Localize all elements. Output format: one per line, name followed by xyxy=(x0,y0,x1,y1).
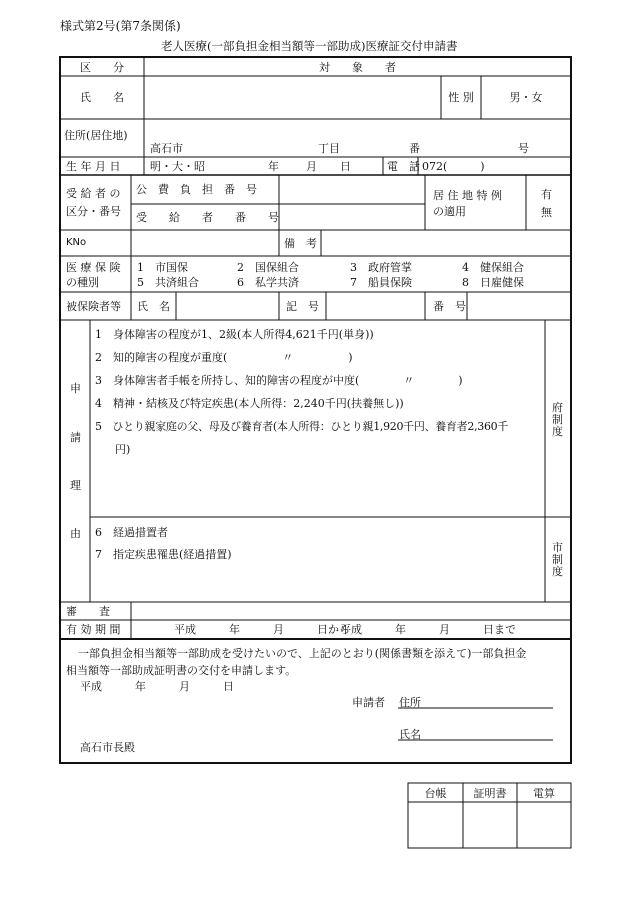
reason-label-char: 申 xyxy=(70,382,81,395)
residence-exception-no[interactable]: 無 xyxy=(541,206,552,219)
reason-label-char: 理 xyxy=(70,479,81,492)
remarks-label: 備 考 xyxy=(284,237,317,250)
tel-value[interactable]: 072( ) xyxy=(422,160,485,173)
birthdate-day: 日 xyxy=(340,160,351,173)
city-system-char: 度 xyxy=(552,565,563,578)
declaration-date[interactable]: 平成 年 月 日 xyxy=(80,680,234,693)
sex-label: 性 別 xyxy=(448,91,474,104)
reason-item-continuation: 円) xyxy=(115,443,131,456)
declaration-line2: 相当額等一部助成証明書の交付を申請します。 xyxy=(66,664,297,677)
city-system-char: 市 xyxy=(552,541,563,554)
birthdate-month: 月 xyxy=(306,160,317,173)
prefecture-system-char: 府 xyxy=(552,401,563,414)
office-column-ledger: 台帳 xyxy=(424,787,447,800)
validity-to[interactable]: 平成 年 月 日まで xyxy=(340,623,516,636)
residence-exception-line2: の適用 xyxy=(433,205,466,218)
name-field[interactable] xyxy=(144,80,441,116)
sex-value[interactable]: 男・女 xyxy=(509,91,543,104)
insurance-type[interactable]: 1 市国保 xyxy=(137,261,188,274)
address-go: 号 xyxy=(518,142,529,155)
insured-label: 被保険者等 xyxy=(66,300,121,313)
address-city: 高石市 xyxy=(150,142,183,155)
insurance-type[interactable]: 7 船員保険 xyxy=(350,276,412,289)
tel-label: 電 話 xyxy=(387,160,420,173)
declaration-line1: 一部負担金相当額等一部助成を受けたいので、上記のとおり(関係書類を添えて)一部負担金 xyxy=(78,647,527,660)
office-column-computer: 電算 xyxy=(533,787,555,800)
address-label: 住所(居住地) xyxy=(64,129,128,142)
prefecture-system-char: 制 xyxy=(552,413,563,426)
reason-label-char: 由 xyxy=(70,527,81,540)
applicant-name-label: 氏名 xyxy=(399,728,421,741)
recipient-number-label: 受 給 者 番 号 xyxy=(136,211,279,224)
city-system-char: 制 xyxy=(552,553,563,566)
insured-name-label: 氏 名 xyxy=(137,300,170,313)
reason-item[interactable]: 2 知的障害の程度が重度( 〃 ) xyxy=(95,351,353,364)
public-burden-number-label: 公 費 負 担 番 号 xyxy=(136,183,257,196)
insurance-type[interactable]: 6 私学共済 xyxy=(237,276,299,289)
insured-symbol-label: 記 号 xyxy=(286,300,319,313)
insurance-type[interactable]: 5 共済組合 xyxy=(137,276,199,289)
birthdate-year: 年 xyxy=(268,160,279,173)
applicant-address-label: 住所 xyxy=(399,696,421,709)
insurance-type[interactable]: 3 政府管掌 xyxy=(350,261,412,274)
form-title: 老人医療(一部負担金相当額等一部助成)医療証交付申請書 xyxy=(161,39,458,53)
insurance-label-line2: の種別 xyxy=(66,276,99,289)
review-label: 審 査 xyxy=(66,605,110,618)
reason-item[interactable]: 7 指定疾患罹患(経過措置) xyxy=(95,548,232,561)
kno-label: KNo xyxy=(66,237,87,248)
addressee: 高石市長殿 xyxy=(80,741,135,754)
birthdate-label: 生 年 月 日 xyxy=(66,160,121,173)
recipient-label-line2: 区分・番号 xyxy=(66,205,121,218)
name-label: 氏 名 xyxy=(80,91,124,104)
insurance-type[interactable]: 4 健保組合 xyxy=(462,261,524,274)
reason-label-char: 請 xyxy=(70,431,81,444)
reason-item[interactable]: 5 ひとり親家庭の父、母及び養育者(本人所得：ひとり親1,920千円、養育者2,360千 xyxy=(95,420,509,433)
reason-item[interactable]: 1 身体障害の程度が1、2級(本人所得4,621千円(単身)) xyxy=(95,328,374,341)
prefecture-system-char: 度 xyxy=(552,425,563,438)
form-number: 様式第2号(第7条関係) xyxy=(60,19,181,33)
address-chome: 丁目 xyxy=(318,142,340,155)
validity-from[interactable]: 平成 年 月 日から xyxy=(174,623,350,636)
kubun-label: 区 分 xyxy=(80,61,124,74)
reason-item[interactable]: 6 経過措置者 xyxy=(95,526,168,539)
address-ban: 番 xyxy=(409,142,420,155)
validity-label: 有 効 期 間 xyxy=(66,623,121,636)
insured-number-label: 番 号 xyxy=(433,300,466,313)
insurance-label-line1: 医 療 保 険 xyxy=(66,261,121,274)
birthdate-era[interactable]: 明・大・昭 xyxy=(150,160,205,173)
residence-exception-yes[interactable]: 有 xyxy=(541,188,552,201)
insurance-type[interactable]: 2 国保組合 xyxy=(237,261,299,274)
recipient-label-line1: 受 給 者 の xyxy=(66,187,121,200)
insurance-type[interactable]: 8 日雇健保 xyxy=(462,276,524,289)
reason-item[interactable]: 3 身体障害者手帳を所持し、知的障害の程度が中度( 〃 ) xyxy=(95,374,463,387)
reason-item[interactable]: 4 精神・結核及び特定疾患(本人所得：2,240千円(扶養無し)) xyxy=(95,397,404,410)
residence-exception-line1: 居 住 地 特 例 xyxy=(433,189,502,202)
kubun-value: 対 象 者 xyxy=(319,61,396,74)
applicant-label: 申請者 xyxy=(352,696,385,709)
office-column-certificate: 証明書 xyxy=(473,787,507,800)
